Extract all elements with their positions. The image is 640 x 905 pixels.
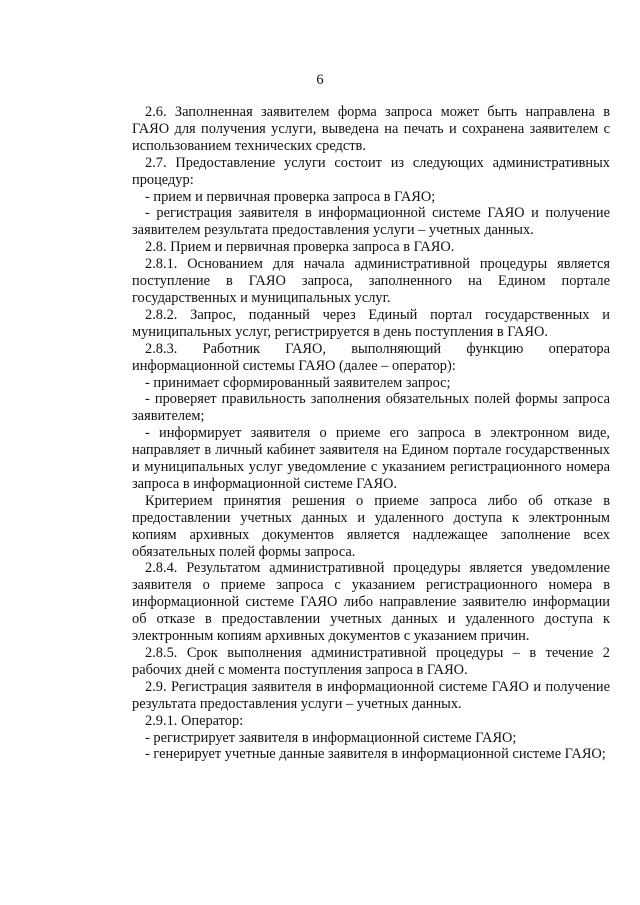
paragraph-2-8-2: 2.8.2. Запрос, поданный через Единый портал государственных и муниципальных услуг, регистрируется в день поступления в ГАЯО. [132, 306, 610, 340]
paragraph-criterion: Критерием принятия решения о приеме запроса либо об отказе в предоставлении учетных данных и удаленного доступа к электронным копиям архивных документов является надлежащее заполнение всех обязательных полей формы запроса. [132, 492, 610, 560]
list-item-operator-3: - информирует заявителя о приеме его запроса в электронном виде, направляет в личный кабинет заявителя на Едином портале государственных и муниципальных услуг уведомление с указанием регистрационного номера запроса в информационной системе ГАЯО. [132, 425, 610, 492]
paragraph-2-7: 2.7. Предоставление услуги состоит из следующих административных процедур: [132, 154, 610, 188]
paragraph-2-9: 2.9. Регистрация заявителя в информационной системе ГАЯО и получение результата предоставления услуги – учетных данных. [132, 678, 610, 712]
list-item-operator-2: - проверяет правильность заполнения обязательных полей формы запроса заявителем; [132, 391, 610, 425]
paragraph-2-8-5: 2.8.5. Срок выполнения административной процедуры – в течение 2 рабочих дней с момента поступления запроса в ГАЯО. [132, 645, 610, 678]
paragraph-2-8-1: 2.8.1. Основанием для начала административной процедуры является поступление в ГАЯО запроса, заполненного на Едином портале государственных и муниципальных услуг. [132, 256, 610, 306]
page-number: 6 [316, 72, 324, 88]
paragraph-2-8-3: 2.8.3. Работник ГАЯО, выполняющий функцию оператора информационной системы ГАЯО (далее – оператор): [132, 340, 610, 374]
paragraph-2-6: 2.6. Заполненная заявителем форма запроса может быть направлена в ГАЯО для получения услуги, выведена на печать и сохранена заявителем с использованием технических средств. [132, 104, 610, 154]
list-item-operator-1: - принимает сформированный заявителем запрос; [145, 374, 451, 391]
list-item-procedure-1: - прием и первичная проверка запроса в ГАЯО; [145, 188, 436, 205]
list-item-procedure-2: - регистрация заявителя в информационной системе ГАЯО и получение заявителем результата предоставления услуги – учетных данных. [132, 205, 610, 239]
document-body [132, 104, 610, 763]
paragraph-2-9-1: 2.9.1. Оператор: [145, 712, 244, 729]
list-item-registration-1: - регистрирует заявителя в информационной системе ГАЯО; [145, 729, 517, 746]
paragraph-2-8-4: 2.8.4. Результатом административной процедуры является уведомление заявителя о приеме запроса с указанием регистрационного номера в информационной системе ГАЯО либо направление заявителю информации об отказе в предоставлении учетных данных и удаленного доступа к электронным копиям архивных документов с указанием причин. [132, 560, 610, 645]
paragraph-2-8: 2.8. Прием и первичная проверка запроса в ГАЯО. [145, 239, 455, 256]
list-item-registration-2: - генерирует учетные данные заявителя в информационной системе ГАЯО; [145, 746, 606, 763]
